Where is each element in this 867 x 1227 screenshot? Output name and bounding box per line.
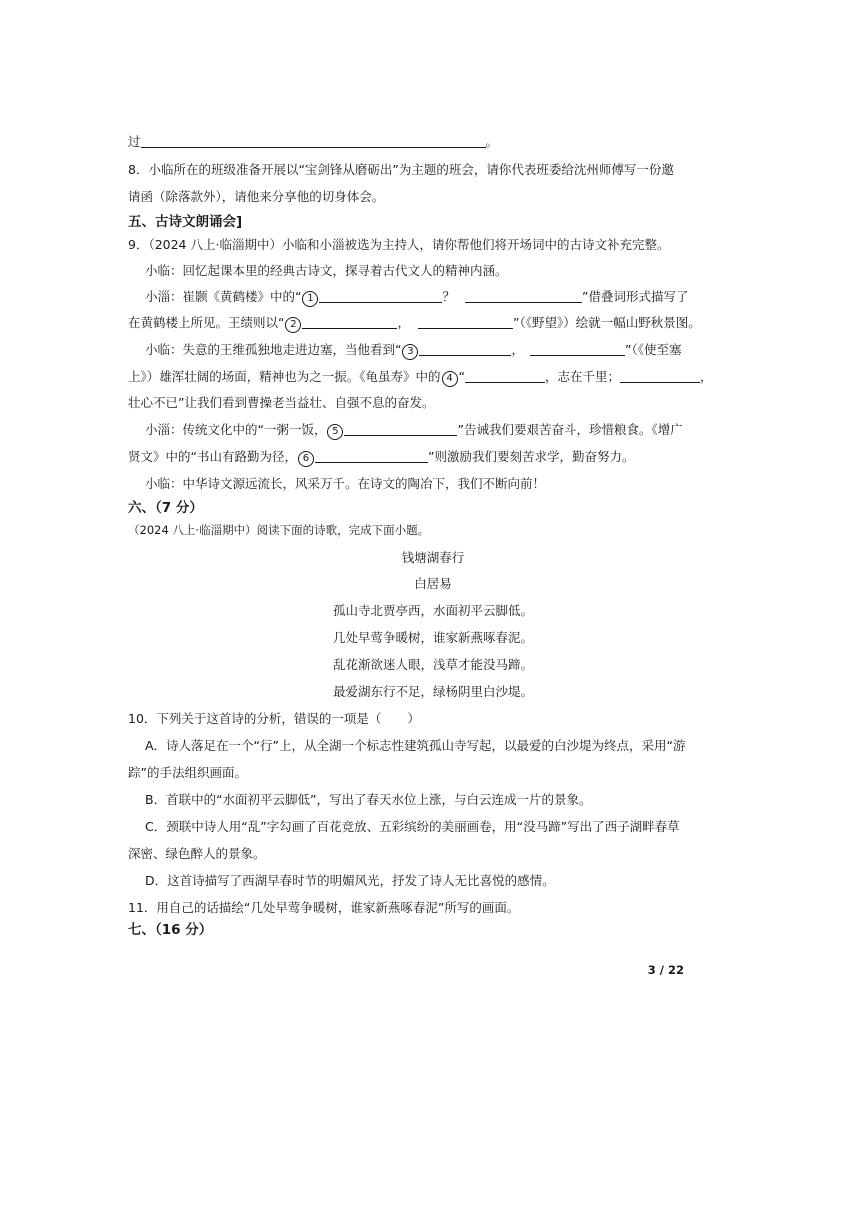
poem-line: 孤山寺北贾亭西，水面初平云脚低。 [332, 603, 533, 618]
q9-para-3-line-2: 上》）雄浑壮阔的场面，精神也为之一振。《龟虽寿》中的 4 “ ，志在千里； ， [128, 368, 713, 387]
answer-blank-2b[interactable] [418, 315, 513, 329]
blank-number-1: 1 [302, 291, 318, 307]
q10-option-a-line-1: A．诗人落足在一个“行”上，从全湖一个标志性建筑孤山寺写起，以最爱的白沙堤为终点，采用“游 [145, 738, 686, 753]
q8-line-2: 请函（除落款外），请他来分享他的切身体会。 [128, 189, 385, 204]
blank-number-5: 5 [327, 424, 343, 440]
section-6-intro: （2024 八上·临淄期中）阅读下面的诗歌，完成下面小题。 [128, 523, 430, 537]
q11-stem: 11．用自己的话描绘“几处早莺争暖树，谁家新燕啄春泥”所写的画面。 [128, 900, 520, 915]
answer-blank-1a[interactable] [319, 289, 442, 303]
q9-para-3-line-1: 小临：失意的王维孤独地走进边塞，当他看到“ 3 ， ”（《使至塞 [145, 341, 681, 360]
answer-blank-2a[interactable] [302, 315, 397, 329]
q10-option-c-line-1: C．颈联中诗人用“乱”字勾画了百花竞放、五彩缤纷的美丽画卷，用“没马蹄”写出了西子湖畔春草 [145, 819, 680, 834]
blank-number-4: 4 [442, 371, 458, 387]
q10-stem: 10．下列关于这首诗的分析，错误的一项是（ ） [128, 711, 420, 726]
answer-blank-4a[interactable] [465, 369, 545, 383]
q10-option-c-line-2: 深密、绿色醉人的景象。 [128, 846, 266, 861]
poem-author: 白居易 [414, 576, 452, 591]
q7-answer-line: 过 。 [128, 134, 499, 149]
blank-number-6: 6 [298, 451, 314, 467]
poem-line: 几处早莺争暖树，谁家新燕啄春泥。 [332, 630, 533, 645]
section-7-heading: 七、（16 分） [128, 922, 213, 938]
q9-para-2-line-2: 在黄鹤楼上所见。王绩则以“ 2 ， ”（《野望》）绘就一幅山野秋景图。 [128, 314, 701, 333]
q9-para-2-line-1: 小淄：崔颢《黄鹤楼》中的“ 1 ？ ”借叠词形式描写了 [145, 288, 688, 307]
answer-blank-1b[interactable] [465, 289, 582, 303]
page-number: 3 / 22 [647, 963, 684, 977]
blank-number-3: 3 [402, 344, 418, 360]
q8-line-1: 8．小临所在的班级准备开展以“宝剑锋从磨砺出”为主题的班会，请你代表班委给沈州师傅写一份邀 [128, 162, 674, 177]
q9-para-1: 小临：回忆起课本里的经典古诗文，探寻着古代文人的精神内涵。 [145, 263, 508, 278]
answer-blank-5[interactable] [344, 422, 457, 436]
poem-line: 最爱湖东行不足，绿杨阴里白沙堤。 [332, 684, 533, 699]
poem-title: 钱塘湖春行 [401, 550, 465, 565]
answer-blank[interactable] [141, 134, 486, 148]
q9-para-4-line-2: 贤文》中的“书山有路勤为径， 6 ”则激励我们要刻苦求学，勤奋努力。 [128, 448, 634, 467]
q9-para-4-line-1: 小淄：传统文化中的“一粥一饭， 5 ”告诫我们要艰苦奋斗，珍惜粮食。《增广 [145, 421, 683, 440]
section-5-heading: 五、古诗文朗诵会] [128, 214, 243, 230]
q9-para-5: 小临：中华诗文源远流长，风采万千。在诗文的陶冶下，我们不断向前！ [145, 476, 546, 491]
answer-blank-6[interactable] [315, 449, 428, 463]
q9-para-3-line-3: 壮心不已”让我们看到曹操老当益壮、自强不息的奋发。 [128, 395, 435, 410]
q10-option-b: B．首联中的“水面初平云脚低”，写出了春天水位上涨，与白云连成一片的景象。 [145, 792, 592, 807]
answer-blank-3b[interactable] [530, 342, 625, 356]
q9-intro: 9．（2024 八上·临淄期中）小临和小淄被选为主持人，请你帮他们将开场词中的古诗文补充完整。 [128, 237, 670, 252]
answer-blank-4b[interactable] [620, 369, 700, 383]
answer-blank-3a[interactable] [419, 342, 511, 356]
q10-option-a-line-2: 踪”的手法组织画面。 [128, 765, 247, 780]
q10-option-d: D．这首诗描写了西湖早春时节的明媚风光，抒发了诗人无比喜悦的感情。 [145, 873, 555, 888]
section-6-heading: 六、（7 分） [128, 500, 203, 516]
poem-line: 乱花渐欲迷人眼，浅草才能没马蹄。 [332, 657, 533, 672]
blank-number-2: 2 [285, 317, 301, 333]
